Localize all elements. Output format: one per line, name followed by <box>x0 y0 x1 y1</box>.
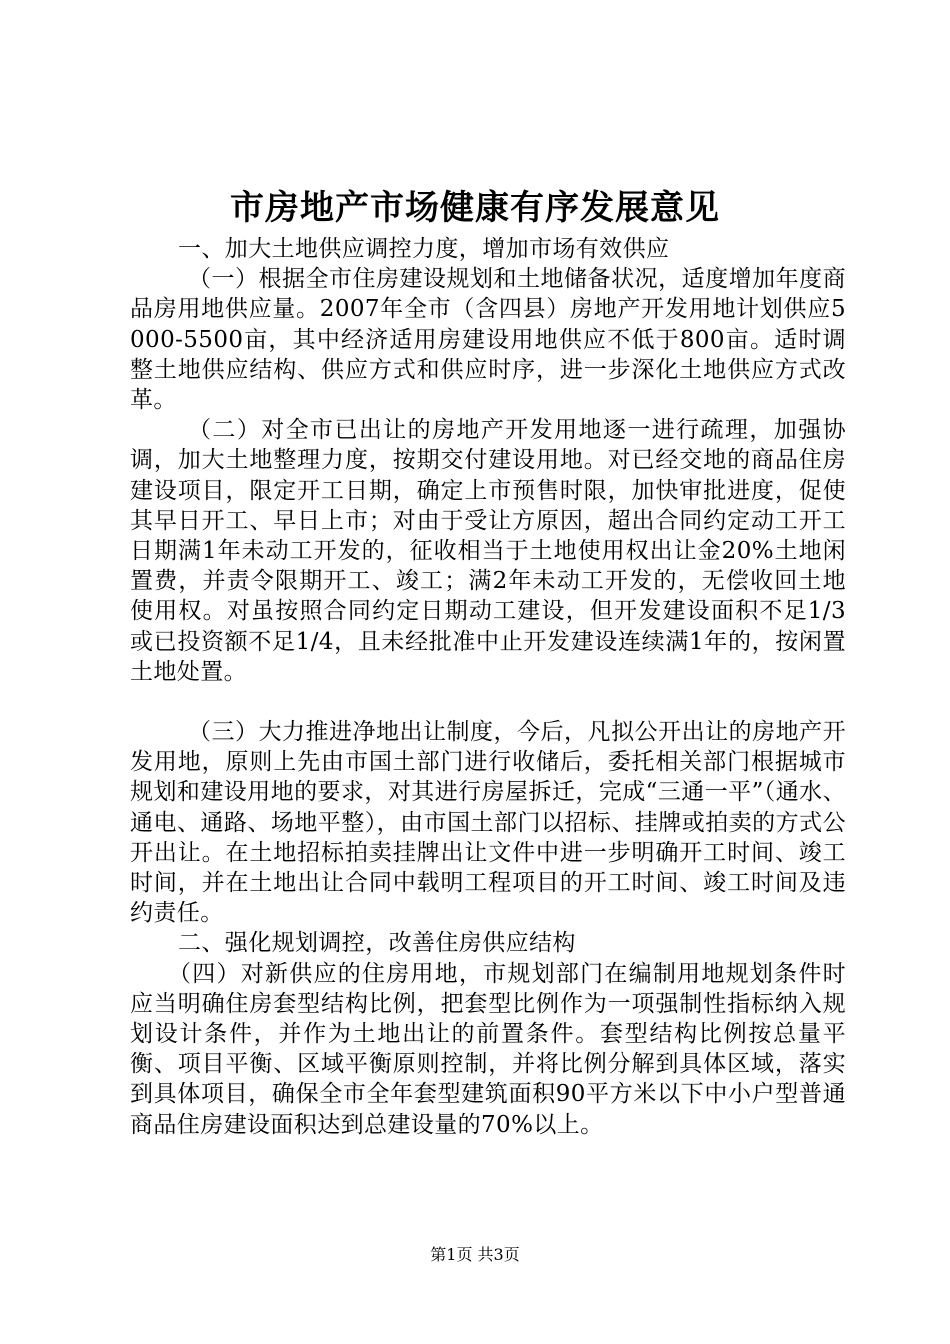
document-title: 市房地产市场健康有序发展意见 <box>230 188 720 228</box>
paragraph: （二）对全市已出让的房地产开发用地逐一进行疏理，加强协调，加大土地整理力度，按期交付建设用地。对已经交地的商品住房建设项目，限定开工日期，确定上市预售时限，加快审批进度，促使其早日开工、早日上市；对由于受让方原因，超出合同约定动工开工日期满1年未动工开发的，征收相当于土地使用权出让金20%土地闲置费，并责令限期开工、竣工；满2年未动工开发的，无偿收回土地使用权。对虽按照合同约定日期动工建设，但开发建设面积不足1/3或已投资额不足1/4，且未经批准中止开发建设连续满1年的，按闲置土地处置。 <box>130 417 846 685</box>
document-body <box>130 234 846 1140</box>
page-footer: 第1页 共3页 <box>430 1245 520 1264</box>
paragraph: （四）对新供应的住房用地，市规划部门在编制用地规划条件时应当明确住房套型结构比例，把套型比例作为一项强制性指标纳入规划设计条件，并作为土地出让的前置条件。套型结构比例按总量平衡、项目平衡、区域平衡原则控制，并将比例分解到具体区域，落实到具体项目，确保全市全年套型建筑面积90平方米以下中小户型普通商品住房建设面积达到总建设量的70%以上。 <box>130 960 846 1138</box>
section-heading: 二、强化规划调控，改善住房供应结构 <box>178 930 576 957</box>
paragraph: （一）根据全市住房建设规划和土地储备状况，适度增加年度商品房用地供应量。2007年全市（含四县）房地产开发用地计划供应5000-5500亩，其中经济适用房建设用地供应不低于800亩。适时调整土地供应结构、供应方式和供应时序，进一步深化土地供应方式改革。 <box>130 266 846 414</box>
paragraph-gap <box>130 687 846 717</box>
section-heading: 一、加大土地供应调控力度，增加市场有效供应 <box>178 236 670 262</box>
paragraph: （三）大力推进净地出让制度，今后，凡拟公开出让的房地产开发用地，原则上先由市国土部门进行收储后，委托相关部门根据城市规划和建设用地的要求，对其进行房屋拆迁，完成“三通一平”（通水、通电、通路、场地平整），由市国土部门以招标、挂牌或拍卖的方式公开出让。在土地招标拍卖挂牌出让文件中进一步明确开工时间、竣工时间，并在土地出让合同中载明工程项目的开工时间、竣工时间及违约责任。 <box>130 719 846 927</box>
